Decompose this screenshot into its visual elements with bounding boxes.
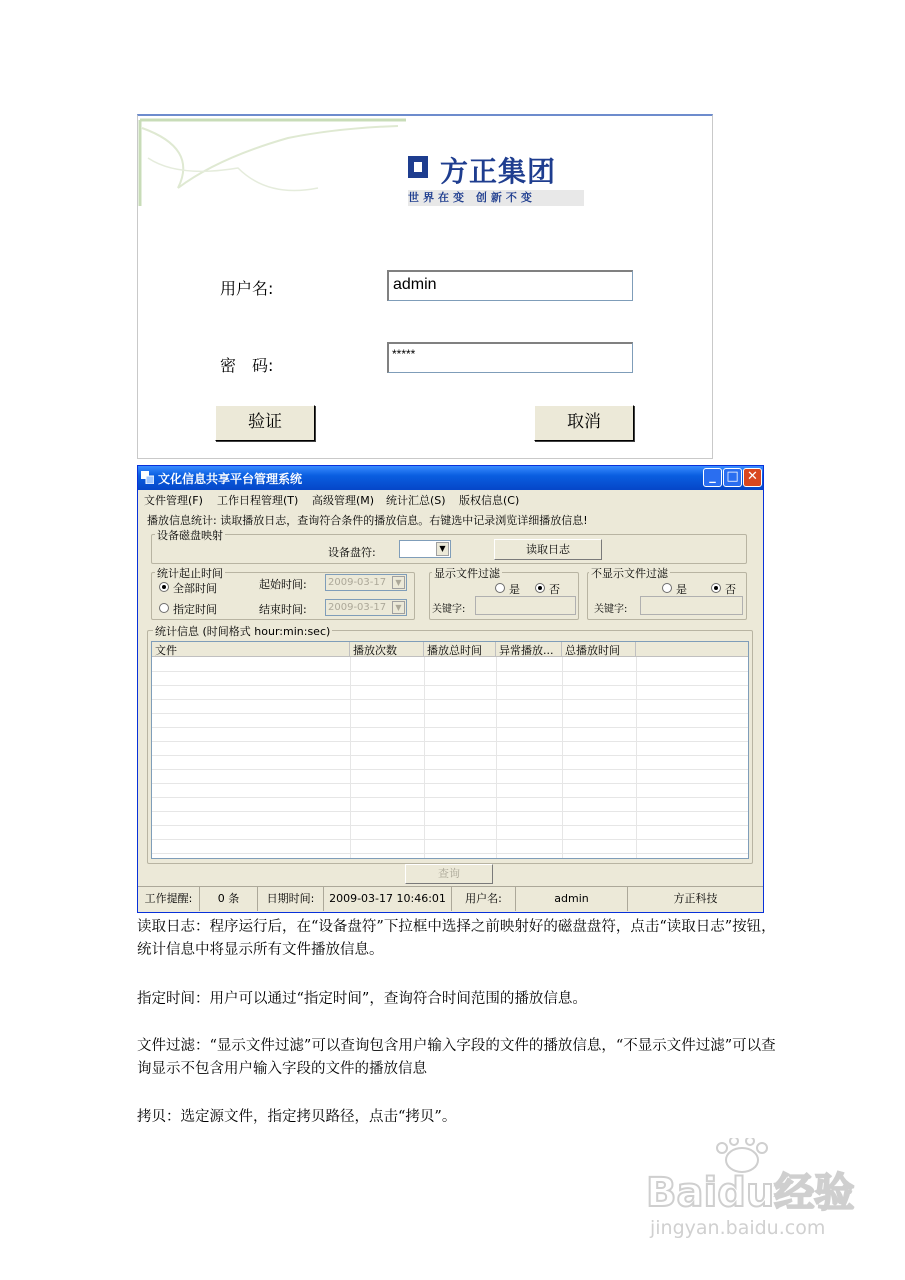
stats-table[interactable] bbox=[151, 641, 749, 859]
baidu-jingyan-watermark bbox=[642, 1138, 862, 1248]
logo-slogan: 世界在变 创新不变 bbox=[408, 190, 584, 206]
chevron-down-icon[interactable]: ▼ bbox=[436, 542, 449, 556]
cancel-button[interactable]: 取消 bbox=[534, 405, 634, 441]
status-date-label: 日期时间: bbox=[258, 887, 324, 911]
disk-label: 设备盘符: bbox=[328, 546, 376, 559]
disk-group-label: 设备磁盘映射 bbox=[157, 529, 223, 542]
verify-button[interactable]: 验证 bbox=[215, 405, 315, 441]
status-reminder-value: 0 条 bbox=[200, 887, 258, 911]
paragraph-file-filter: 文件过滤：“显示文件过滤”可以查询包含用户输入字段的文件的播放信息，“不显示文件过滤”可以查询显示不包含用户输入字段的文件的播放信息 bbox=[137, 1038, 776, 1077]
stats-group-label: 统计信息 (时间格式 hour:min:sec) bbox=[155, 625, 331, 638]
show-filter-no-label: 否 bbox=[549, 583, 560, 596]
col-empty bbox=[636, 642, 749, 657]
show-filter-yes-label: 是 bbox=[509, 583, 520, 596]
col-file[interactable]: 文件 bbox=[152, 642, 350, 657]
minimize-icon[interactable]: _ bbox=[703, 468, 722, 487]
paragraph-read-log: 读取日志：程序运行后，在“设备盘符”下拉框中选择之前映射好的磁盘盘符，点击“读取日志”按钮，统计信息中将显示所有文件播放信息。 bbox=[137, 919, 776, 958]
read-log-button[interactable]: 读取日志 bbox=[494, 539, 602, 560]
svg-text:Baidu经验: Baidu经验 bbox=[646, 1170, 855, 1216]
hide-filter-no-radio[interactable] bbox=[711, 583, 721, 593]
menu-statistics[interactable]: 统计汇总(S) bbox=[386, 494, 446, 507]
hide-filter-no-label: 否 bbox=[725, 583, 736, 596]
app-window bbox=[137, 465, 764, 913]
company-logo bbox=[406, 150, 586, 210]
table-gridlines bbox=[152, 657, 749, 859]
status-company: 方正科技 bbox=[673, 892, 718, 905]
hide-keyword-input[interactable] bbox=[640, 596, 743, 615]
col-play-total-time[interactable]: 播放总时间 bbox=[424, 642, 496, 657]
start-time-label: 起始时间: bbox=[259, 578, 307, 591]
login-panel bbox=[137, 114, 713, 459]
end-time-label: 结束时间: bbox=[259, 603, 307, 616]
menu-file[interactable]: 文件管理(F) bbox=[144, 494, 203, 507]
show-filter-label: 显示文件过滤 bbox=[434, 567, 500, 580]
username-input[interactable]: admin bbox=[387, 270, 633, 301]
paragraph-copy: 拷贝：选定源文件，指定拷贝路径，点击“拷贝”。 bbox=[137, 1109, 457, 1125]
menu-copyright[interactable]: 版权信息(C) bbox=[459, 494, 520, 507]
paragraph-specified-time: 指定时间：用户可以通过“指定时间”，查询符合时间范围的播放信息。 bbox=[137, 991, 587, 1007]
all-time-label: 全部时间 bbox=[173, 582, 217, 595]
query-button[interactable]: 查询 bbox=[405, 864, 493, 884]
logo-brand: 方正集团 bbox=[440, 155, 557, 188]
col-abnormal-play[interactable]: 异常播放... bbox=[496, 642, 562, 657]
title-bar[interactable] bbox=[138, 466, 763, 490]
menu-advanced[interactable]: 高级管理(M) bbox=[312, 494, 375, 507]
hide-keyword-label: 关键字: bbox=[594, 604, 628, 615]
col-play-count[interactable]: 播放次数 bbox=[350, 642, 424, 657]
show-keyword-input[interactable] bbox=[475, 596, 576, 615]
col-total-play-time[interactable]: 总播放时间 bbox=[562, 642, 636, 657]
specified-time-radio[interactable] bbox=[159, 603, 169, 613]
svg-text:jingyan.baidu.com: jingyan.baidu.com bbox=[650, 1217, 826, 1239]
menu-schedule[interactable]: 工作日程管理(T) bbox=[217, 494, 299, 507]
hide-filter-label: 不显示文件过滤 bbox=[591, 567, 668, 580]
hide-filter-yes-label: 是 bbox=[676, 583, 687, 596]
decorative-border-art bbox=[138, 118, 408, 208]
show-filter-yes-radio[interactable] bbox=[495, 583, 505, 593]
menu-bar bbox=[138, 490, 763, 508]
end-date-picker[interactable]: 2009-03-17 ▼ bbox=[325, 599, 407, 616]
disk-select[interactable] bbox=[399, 540, 451, 558]
password-input[interactable]: ***** bbox=[387, 342, 633, 373]
maximize-icon[interactable]: □ bbox=[723, 468, 742, 487]
app-icon bbox=[141, 471, 154, 484]
show-filter-no-radio[interactable] bbox=[535, 583, 545, 593]
close-icon[interactable]: ✕ bbox=[743, 468, 762, 487]
status-reminder-label: 工作提醒: bbox=[138, 887, 200, 911]
status-date-value: 2009-03-17 10:46:01 bbox=[324, 887, 452, 911]
chevron-down-icon[interactable]: ▼ bbox=[392, 576, 405, 589]
time-group-label: 统计起止时间 bbox=[157, 567, 223, 580]
chevron-down-icon[interactable]: ▼ bbox=[392, 601, 405, 614]
logo-mark-icon bbox=[406, 154, 430, 180]
status-user-value: admin bbox=[516, 887, 628, 911]
start-date-picker[interactable]: 2009-03-17 ▼ bbox=[325, 574, 407, 591]
specified-time-label: 指定时间 bbox=[173, 603, 217, 616]
show-keyword-label: 关键字: bbox=[432, 604, 466, 615]
username-label: 用户名: bbox=[220, 279, 274, 298]
hide-filter-yes-radio[interactable] bbox=[662, 583, 672, 593]
password-label: 密 码: bbox=[220, 356, 274, 375]
all-time-radio[interactable] bbox=[159, 582, 169, 592]
status-user-label: 用户名: bbox=[452, 887, 516, 911]
window-title: 文化信息共享平台管理系统 bbox=[158, 472, 303, 486]
info-text: 播放信息统计: 读取播放日志，查询符合条件的播放信息。右键选中记录浏览详细播放信息! bbox=[147, 514, 588, 527]
